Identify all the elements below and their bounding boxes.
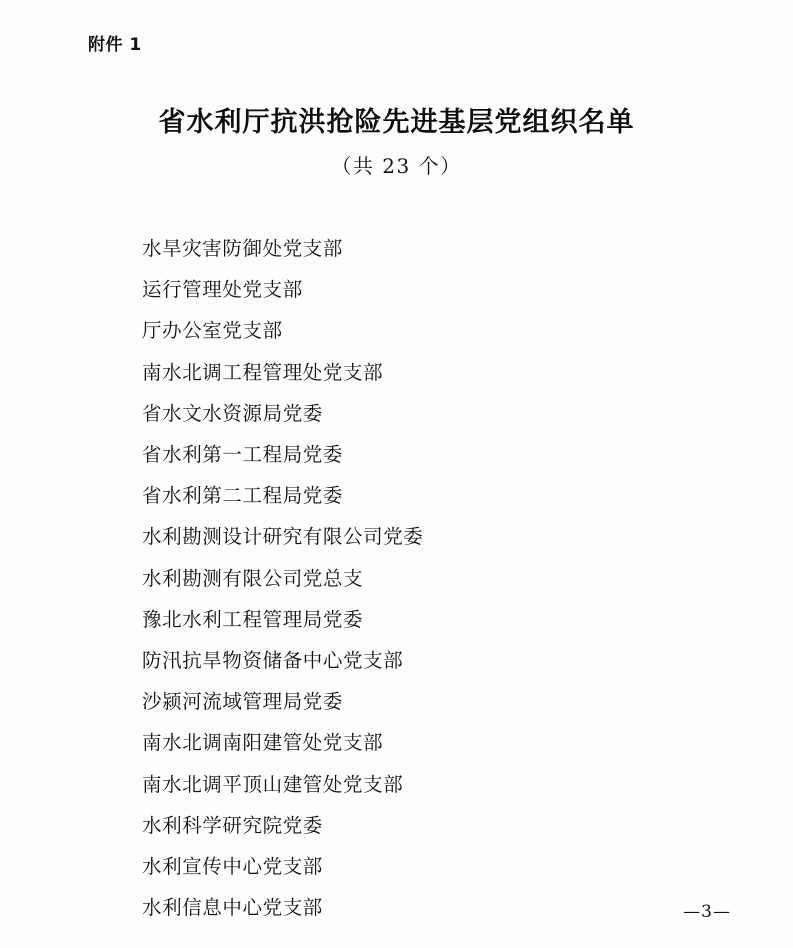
list-item: 南水北调平顶山建管处党支部 (142, 772, 404, 796)
list-item: 省水利第二工程局党委 (142, 484, 344, 508)
list-item: 水利勘测有限公司党总支 (142, 566, 364, 590)
page-title: 省水利厅抗洪抢险先进基层党组织名单 (158, 107, 635, 138)
list-item: 沙颍河流域管理局党委 (142, 690, 344, 714)
page-subtitle-count: （共 23 个） (331, 154, 462, 178)
list-item: 水利信息中心党支部 (142, 896, 323, 920)
list-item: 豫北水利工程管理局党委 (142, 607, 364, 631)
list-item: 南水北调南阳建管处党支部 (142, 731, 384, 755)
list-item: 省水利第一工程局党委 (142, 443, 344, 467)
list-item: 防汛抗旱物资储备中心党支部 (142, 649, 404, 673)
attachment-label: 附件 1 (88, 35, 142, 55)
list-item: 水旱灾害防御处党支部 (142, 237, 344, 260)
organization-list (142, 228, 702, 928)
list-item: 省水文水资源局党委 (142, 401, 323, 425)
list-item: 水利宣传中心党支部 (142, 855, 323, 879)
page-number: —3— (683, 902, 731, 922)
list-item: 水利科学研究院党委 (142, 813, 323, 837)
list-item: 南水北调工程管理处党支部 (142, 360, 384, 384)
list-item: 水利勘测设计研究有限公司党委 (142, 525, 424, 549)
list-item: 厅办公室党支部 (142, 319, 283, 343)
list-item: 运行管理处党支部 (142, 278, 303, 302)
